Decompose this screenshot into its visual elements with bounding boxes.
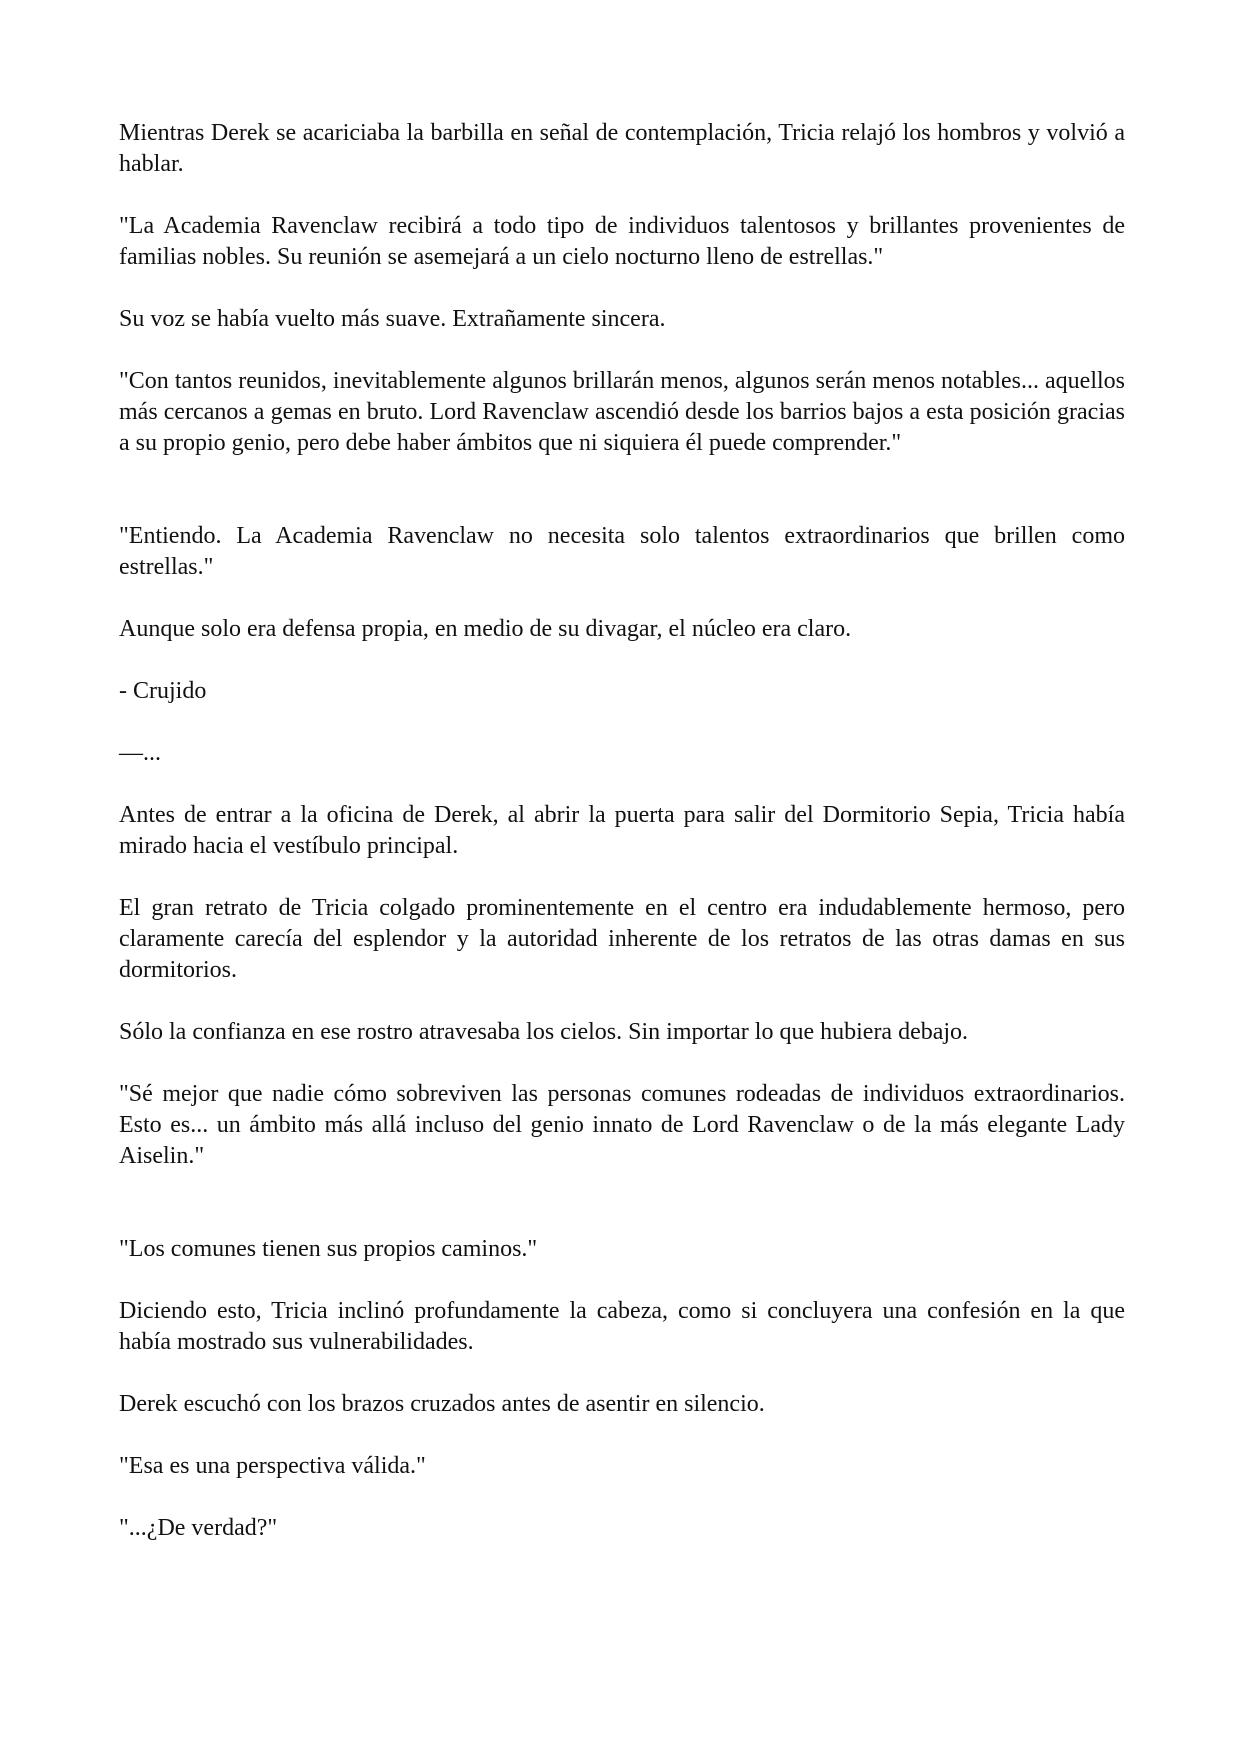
paragraph-8: —... xyxy=(119,740,161,766)
paragraph-12: "Sé mejor que nadie cómo sobreviven las personas comunes rodeadas de individuos extraordinarios. Esto es... un ámbito más allá incluso del genio innato de Lord Ravenclaw o de la más elegante Lady Aiselin." xyxy=(119,1081,1125,1169)
paragraph-17: "...¿De verdad?" xyxy=(119,1515,278,1541)
text-body xyxy=(119,118,1125,1575)
paragraph-13: "Los comunes tienen sus propios caminos." xyxy=(119,1236,538,1262)
paragraph-11: Sólo la confianza en ese rostro atravesaba los cielos. Sin importar lo que hubiera debajo. xyxy=(119,1019,969,1045)
paragraph-6: Aunque solo era defensa propia, en medio de su divagar, el núcleo era claro. xyxy=(119,616,852,642)
paragraph-1: Mientras Derek se acariciaba la barbilla en señal de contemplación, Tricia relajó los hombros y volvió a hablar. xyxy=(119,120,1125,177)
paragraph-2: "La Academia Ravenclaw recibirá a todo tipo de individuos talentosos y brillantes provenientes de familias nobles. Su reunión se asemejará a un cielo nocturno lleno de estrellas." xyxy=(119,213,1125,270)
paragraph-4: "Con tantos reunidos, inevitablemente algunos brillarán menos, algunos serán menos notables... aquellos más cercanos a gemas en bruto. Lord Ravenclaw ascendió desde los barrios bajos a esta posición gracias a su propio genio, pero debe haber ámbitos que ni siquiera él puede comprender." xyxy=(119,368,1125,456)
paragraph-10: El gran retrato de Tricia colgado prominentemente en el centro era indudablemente hermoso, pero claramente carecía del esplendor y la autoridad inherente de los retratos de las otras damas en sus dormitorios. xyxy=(119,895,1125,983)
paragraph-16: "Esa es una perspectiva válida." xyxy=(119,1453,426,1479)
paragraph-7: - Crujido xyxy=(119,678,207,704)
paragraph-14: Diciendo esto, Tricia inclinó profundamente la cabeza, como si concluyera una confesión en la que había mostrado sus vulnerabilidades. xyxy=(119,1298,1125,1355)
paragraph-3: Su voz se había vuelto más suave. Extrañamente sincera. xyxy=(119,306,666,332)
paragraph-15: Derek escuchó con los brazos cruzados antes de asentir en silencio. xyxy=(119,1391,765,1417)
paragraph-9: Antes de entrar a la oficina de Derek, al abrir la puerta para salir del Dormitorio Sepia, Tricia había mirado hacia el vestíbulo principal. xyxy=(119,802,1125,859)
paragraph-5: "Entiendo. La Academia Ravenclaw no necesita solo talentos extraordinarios que brillen como estrellas." xyxy=(119,523,1125,580)
